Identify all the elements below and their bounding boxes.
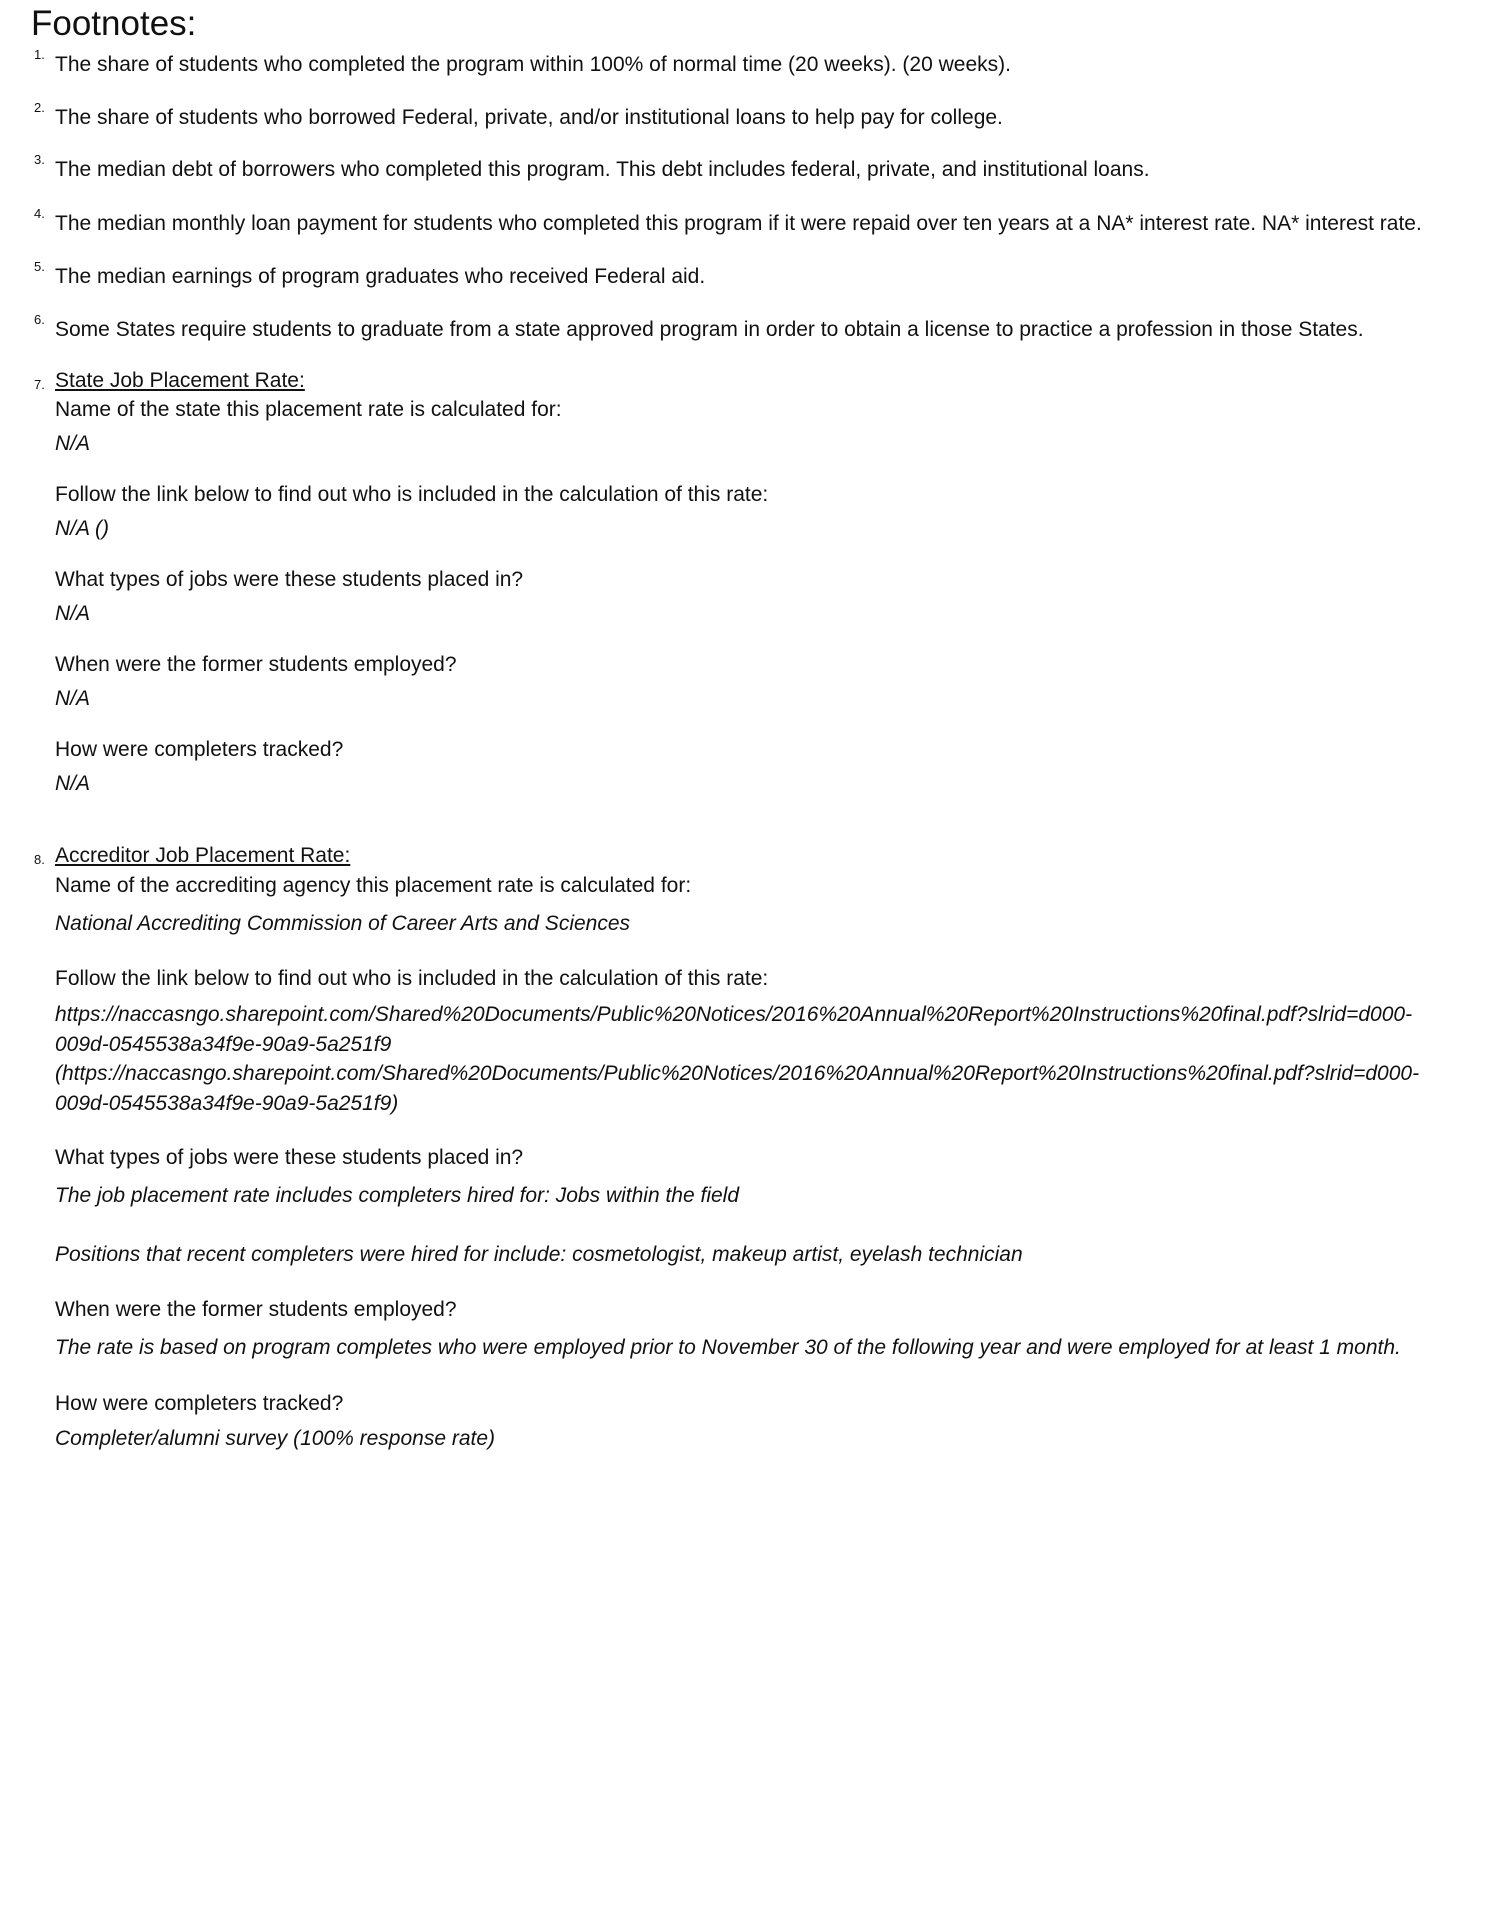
accreditor-rate-heading: Accreditor Job Placement Rate: (55, 844, 351, 867)
accreditor-positions-answer: Positions that recent completers were hired for include: cosmetologist, makeup artist, eyelash technician (55, 1243, 1023, 1266)
footnote-number: 7. (34, 377, 45, 392)
footnote-text: The median earnings of program graduates who received Federal aid. (55, 265, 706, 288)
footnote-number: 5. (34, 259, 45, 274)
footnote-number: 3. (34, 152, 45, 167)
accreditor-link-question: Follow the link below to find out who is included in the calculation of this rate: (55, 967, 769, 990)
state-jobs-answer: N/A (55, 602, 91, 625)
accreditor-agency-question: Name of the accrediting agency this placement rate is calculated for: (55, 874, 692, 897)
accreditor-jobs-answer: The job placement rate includes completers hired for: Jobs within the field (55, 1184, 740, 1207)
accreditor-link-paren[interactable]: (https://naccasngo.sharepoint.com/Shared%20Documents/Public%20Notices/2016%20Annual%20Report%20Instructions%20final.pdf?slrid=d000- (55, 1062, 1420, 1085)
accreditor-agency-answer: National Accrediting Commission of Career Arts and Sciences (55, 912, 631, 935)
footnote-text: The share of students who borrowed Federal, private, and/or institutional loans to help pay for college. (55, 106, 1003, 129)
accreditor-link-url[interactable]: https://naccasngo.sharepoint.com/Shared%20Documents/Public%20Notices/2016%20Annual%20Report%20Instructions%20final.pdf?slrid=d000- (55, 1003, 1413, 1026)
footnote-number: 2. (34, 100, 45, 115)
state-name-question: Name of the state this placement rate is calculated for: (55, 398, 562, 421)
accreditor-jobs-question: What types of jobs were these students placed in? (55, 1146, 524, 1169)
page-title: Footnotes: (31, 4, 197, 43)
accreditor-link-url-cont[interactable]: 009d-0545538a34f9e-90a9-5a251f9 (55, 1032, 392, 1056)
state-link-question: Follow the link below to find out who is included in the calculation of this rate: (55, 483, 769, 506)
accreditor-link-answer[interactable] (55, 1000, 1475, 1118)
state-link-answer: N/A () (55, 517, 110, 540)
state-tracked-answer: N/A (55, 772, 91, 795)
accreditor-link-paren-cont[interactable]: 009d-0545538a34f9e-90a9-5a251f9) (55, 1091, 399, 1115)
state-jobs-question: What types of jobs were these students placed in? (55, 568, 524, 591)
footnote-number: 8. (34, 852, 45, 867)
accreditor-when-question: When were the former students employed? (55, 1298, 457, 1321)
state-when-answer: N/A (55, 687, 91, 710)
state-rate-heading: State Job Placement Rate: (55, 369, 305, 392)
footnote-text: The median debt of borrowers who completed this program. This debt includes federal, private, and institutional loans. (55, 158, 1150, 181)
accreditor-when-answer: The rate is based on program completes who were employed prior to November 30 of the following year and were employed for at least 1 month. (55, 1336, 1401, 1359)
state-when-question: When were the former students employed? (55, 653, 457, 676)
state-tracked-question: How were completers tracked? (55, 738, 344, 761)
accreditor-tracked-question: How were completers tracked? (55, 1392, 344, 1415)
footnote-text: The share of students who completed the program within 100% of normal time (20 weeks). (20 weeks). (55, 53, 1011, 76)
accreditor-tracked-answer: Completer/alumni survey (100% response rate) (55, 1427, 496, 1450)
footnote-number: 1. (34, 47, 45, 62)
footnote-number: 4. (34, 206, 45, 221)
footnote-text: The median monthly loan payment for students who completed this program if it were repaid over ten years at a NA* interest rate. NA* interest rate. (55, 212, 1422, 235)
footnote-number: 6. (34, 312, 45, 327)
state-name-answer: N/A (55, 432, 91, 455)
footnote-text: Some States require students to graduate from a state approved program in order to obtain a license to practice a profession in those States. (55, 318, 1364, 341)
